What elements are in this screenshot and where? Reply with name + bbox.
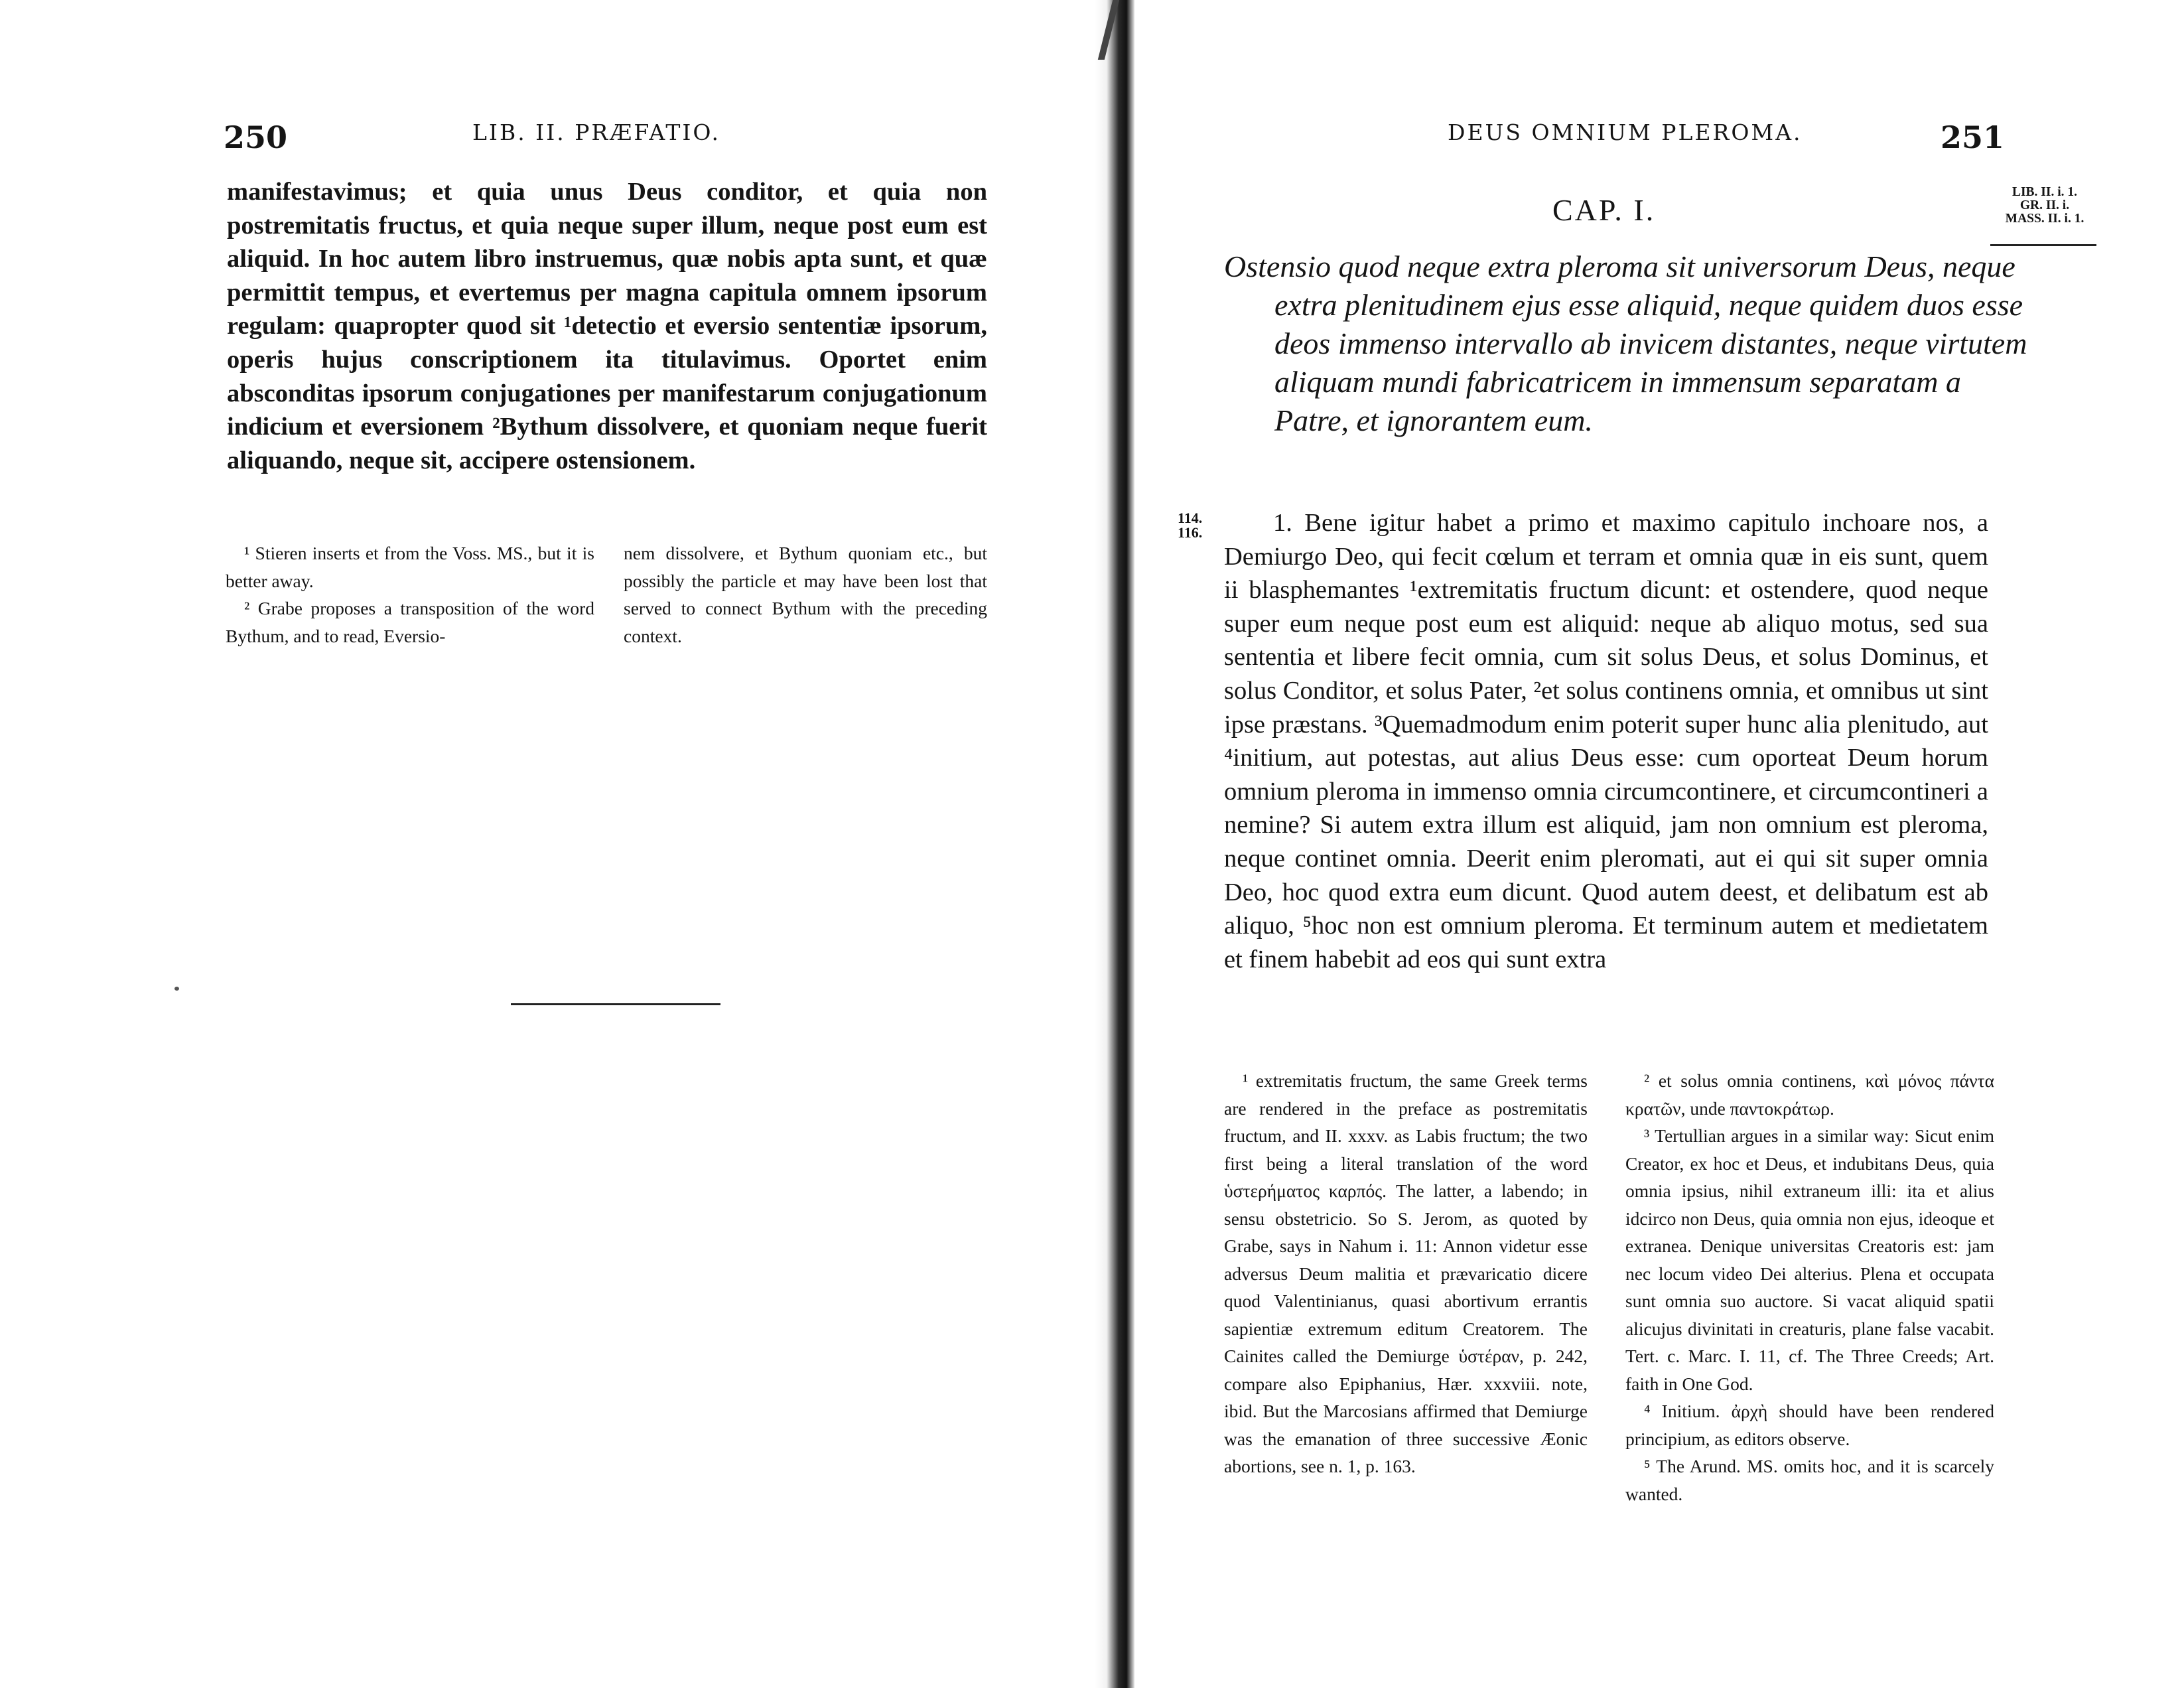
right-footnote-2: ² et solus omnia continens, καὶ μόνος πάντα κρατῶν, unde παντοκράτωρ. (1625, 1070, 1994, 1119)
marginal-ref-line-3: MASS. II. i. 1. (2005, 212, 2084, 226)
left-footnotes-col2 (624, 539, 987, 650)
left-footnote-1: ¹ Stieren inserts et from the Voss. MS., but it is better away. (226, 543, 594, 591)
right-folio: 251 (1941, 119, 2005, 155)
right-footnote-4: ⁴ Initium. ἀρχὴ should have been rendered principium, as editors observe. (1625, 1401, 1994, 1449)
book-gutter (1095, 0, 1134, 1688)
margin-page-numbers (1178, 511, 1202, 540)
marginal-ref-line-1: LIB. II. i. 1. (2012, 185, 2078, 199)
right-body-text: 1. Bene igitur habet a primo et maximo capitulo inchoare nos, a Demiurgo Deo, qui fecit cœlum et terram et omnia quæ in eis sunt, quem ii blasphemantes ¹extremitatis fructum dicunt: et ostendere, quod neque super eum neque post eum est aliquid: neque ab aliquo motus, sed sua sententia et libere fecit omnia, cum sit solus Deus, et solus Dominus, et solus Conditor, et solus Pater, ²et solus continens omnia, et omnibus ut sint ipse præstans. ³Quemadmodum enim poterit super hunc alia plenitudo, aut ⁴initium, aut potestas, aut alius Deus esse: cum oporteat Deum horum omnium pleroma in immenso omnia circumcontinere, et circumcontineri a nemine? Si autem extra illum est aliquid, jam non omnium est pleroma, neque continet omnia. Deerit enim pleromati, aut ei qui sit super omnia Deo, hoc quod extra eum dicunt. Quod autem deest, et delibatum est ab aliquo, ⁵hoc non est omnium pleroma. Et terminum autem et medietatem et finem habebit ad eos qui sunt extra (1224, 509, 1988, 973)
right-running-head: DEUS OMNIUM PLEROMA. (1448, 119, 1803, 145)
left-footnotes-col1 (226, 539, 594, 650)
right-footnote-3: ³ Tertullian argues in a similar way: Sicut enim Creator, ex hoc et Deus, et indubitans Deus, quia omnia ipsius, nihil extraneum illi: ita et alius idcirco non Deus, quia omnia non ejus, ideoque et extranea. Denique universitas Creatoris est: jam nec locum video Dei alterius. Plena et occupata sunt omnia suo auctore. Si vacat aliquid spatii alicujus divinitati in creaturis, plane false vacabit. Tert. c. Marc. I. 11, cf. The Three Creeds; Art. faith in One God. (1625, 1125, 1994, 1394)
left-body-text: manifestavimus; et quia unus Deus conditor, et quia non postremitatis fructus, et quia neque super illum, neque post eum est aliquid. In hoc autem libro instruemus, quæ nobis apta sunt, et quæ permittit tempus, et evertemus per magna capitula omnem ipsorum regulam: quapropter quod sit ¹detectio et eversio sententiæ ipsorum, operis hujus conscriptionem ita titulavimus. Oportet enim absconditas ipsorum conjugationes per manifestarum conjugationum indicium et eversionem ²Bythum dissolvere, et quoniam neque fuerit aliquando, neque sit, accipere ostensionem. (227, 178, 987, 474)
right-footnote-5: ⁵ The Arund. MS. omits hoc, and it is scarcely wanted. (1625, 1456, 1994, 1504)
chapter-heading: CAP. I. (1552, 193, 1656, 227)
margin-number-1: 114. (1178, 510, 1203, 526)
marginal-rule (1990, 244, 2096, 246)
right-footnote-1: ¹ extremitatis fructum, the same Greek terms are rendered in the preface as postremitatis fructum, and II. xxxv. as Labis fructum; the two first being a literal translation of the word ὑστερήματος καρπός. The latter, a labendo; in sensu obstetricio. So S. Jerom, as quoted by Grabe, says in Nahum i. 11: Annon videtur esse adversus Deum malitia et prævaricatio dicere quod Valentinianus, quasi abortivum errantis sapientiæ extremum editum Creatorem. The Cainites called the Demiurge ὑστέραν, p. 242, compare also Epiphanius, Hær. xxxviii. note, ibid. But the Marcosians affirmed that Demiurge was the emanation of three successive Æonic abortions, see n. 1, p. 163. (1224, 1070, 1588, 1476)
binding-shadow (1098, 0, 1119, 60)
left-running-head: LIB. II. PRÆFATIO. (472, 119, 721, 145)
marginal-ref-line-2: GR. II. i. (2019, 198, 2070, 212)
chapter-summary: Ostensio quod neque extra pleroma sit universorum Deus, neque extra plenitudinem ejus esse aliquid, neque quidem duos esse deos immenso intervallo ab invicem distantes, neque virtutem aliquam mundi fabricatricem in immensum separatam a Patre, et ignorantem eum. (1224, 249, 2027, 437)
margin-number-2: 116. (1178, 524, 1203, 541)
ink-speck (174, 987, 179, 991)
right-footnotes-col1 (1224, 1067, 1588, 1480)
left-folio: 250 (224, 119, 288, 155)
left-footnote-2-end: nem dissolvere, et Bythum quoniam etc., but possibly the particle et may have been lost that served to connect Bythum with the preceding context. (624, 543, 987, 646)
right-footnotes-col2 (1625, 1067, 1994, 1508)
marginal-reference (1996, 186, 2094, 226)
end-of-text-rule (511, 1003, 720, 1005)
left-footnote-2-start: ² Grabe proposes a transposition of the word Bythum, and to read, Eversio- (226, 598, 594, 646)
